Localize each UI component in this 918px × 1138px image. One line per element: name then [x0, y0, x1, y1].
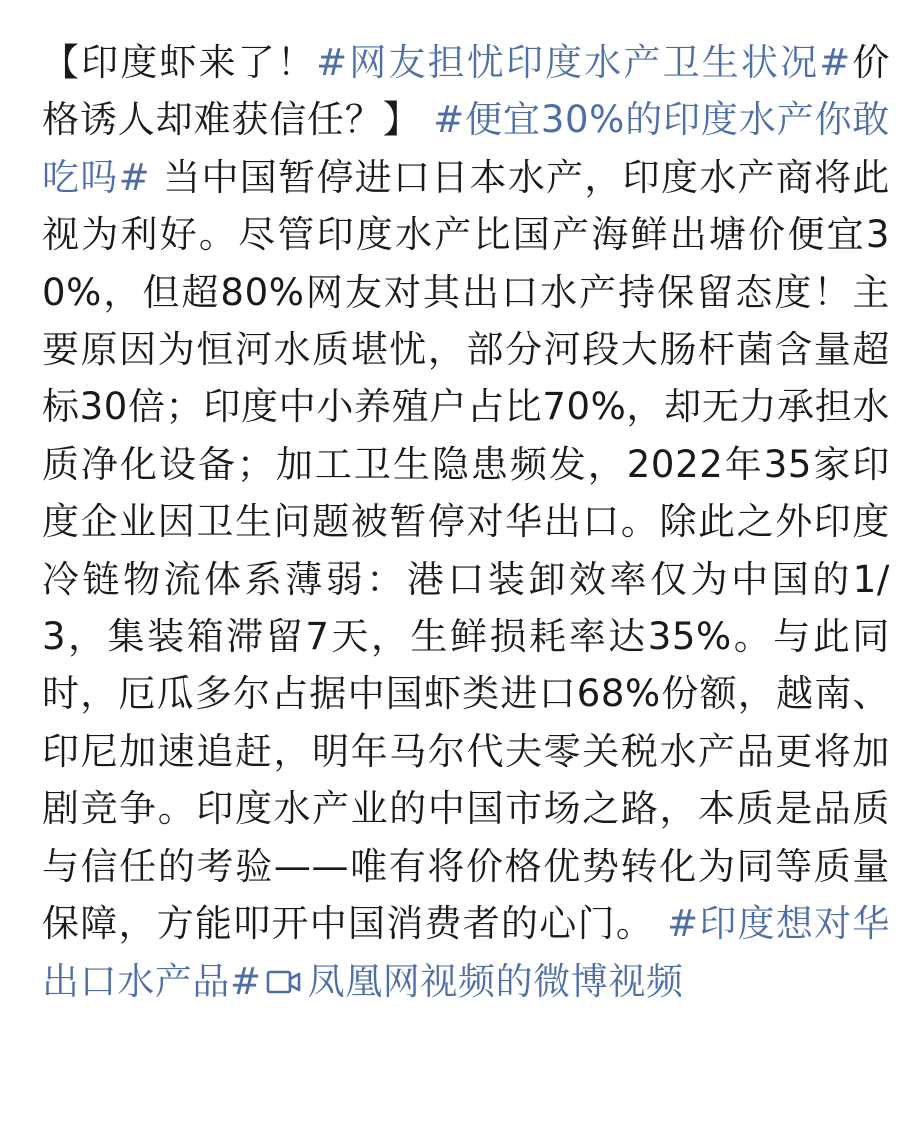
video-link[interactable]: [262, 960, 684, 1003]
hashtag-india-export-seafood-to-china[interactable]: #印度想对华出口水产品#: [42, 902, 890, 1003]
hashtag-netizens-worry-india-seafood-hygiene[interactable]: #网友担忧印度水产卫生状况#: [316, 41, 851, 84]
post-lead: 【印度虾来了！: [42, 41, 317, 84]
hashtag-cheap-indian-seafood-dare-eat[interactable]: #便宜30%的印度水产你敢吃吗#: [42, 98, 890, 199]
video-link-label: 凤凰网视频的微博视频: [307, 959, 684, 1003]
post-lead-tail: 价格诱人却难获信任？】: [42, 41, 891, 142]
post-body: 当中国暂停进口日本水产，印度水产商将此视为利好。尽管印度水产比国产海鲜出塘价便宜30%，但超80%网友对其出口水产持保留态度！主要原因为恒河水质堪忧，部分河段大肠杆菌含量超标30倍；印度中小养殖户占比70%，却无力承担水质净化设备；加工卫生隐患频发，2022年35家印度企业因卫生问题被暂停对华出口。除此之外印度冷链物流体系薄弱：港口装卸效率仅为中国的1/3，集装箱滞留7天，生鲜损耗率达35%。与此同时，厄瓜多尔占据中国虾类进口68%份额，越南、印尼加速追赶，明年马尔代夫零关税水产品更将加剧竞争。印度水产业的中国市场之路，本质是品质与信任的考验——唯有将价格优势转化为同等质量保障，方能叩开中国消费者的心门。: [42, 155, 890, 946]
video-camera-icon: [266, 967, 302, 997]
